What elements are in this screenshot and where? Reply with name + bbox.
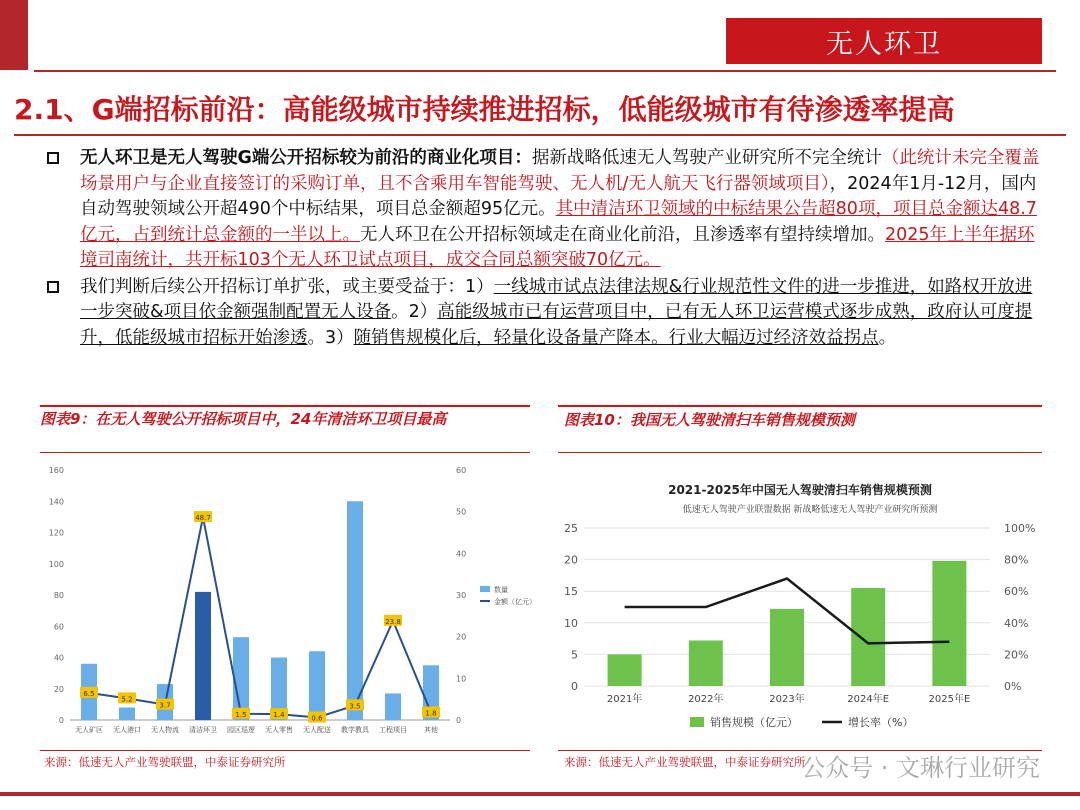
y-tick-label: 100 [48, 559, 64, 569]
data-label: 1.5 [235, 710, 247, 719]
x-tick-label: 无人矿区 [75, 726, 103, 734]
panel1-title-rule [40, 452, 530, 453]
panel2-source: 来源：低速无人产业驾驶联盟，中泰证券研究所 [564, 755, 806, 769]
top-accent-bar [0, 0, 28, 70]
bar [119, 708, 135, 721]
bar [770, 609, 804, 686]
bar [347, 501, 363, 720]
y2-tick-label: 0 [456, 716, 462, 725]
bar [195, 592, 211, 720]
chart-1 [40, 458, 536, 748]
bullet-text: 我们判断后续公开招标订单扩张，或主要受益于：1） [80, 276, 494, 297]
y-tick-label: 20 [53, 684, 64, 694]
bullet-text: 。3） [307, 327, 354, 348]
legend-label: 增长率（%） [848, 716, 914, 729]
y2-tick-label: 20 [456, 632, 467, 642]
data-label: 3.5 [349, 702, 361, 711]
y2-tick-label: 40 [456, 549, 467, 559]
x-tick-label: 无人零售 [265, 726, 293, 734]
y-tick-label: 0 [571, 680, 578, 693]
x-tick-label: 无人港口 [113, 726, 141, 734]
data-label: 0.6 [311, 714, 323, 723]
panel1-top-rule [40, 405, 530, 407]
y2-tick-label: 20% [1004, 648, 1029, 662]
y-tick-label: 25 [564, 522, 578, 535]
x-tick-label: 2023年 [769, 694, 805, 705]
x-tick-label: 无人配送 [303, 726, 331, 734]
bottom-accent-bar [0, 792, 1080, 796]
page-title: 2.1、G端招标前沿：高能级城市持续推进招标，低能级城市有待渗透率提高 [14, 93, 955, 126]
bar [385, 693, 401, 720]
y-tick-label: 160 [48, 466, 64, 475]
bullet-text: 。 [878, 327, 897, 348]
square-bullet-icon [47, 281, 59, 293]
data-label: 23.8 [385, 617, 401, 626]
x-tick-label: 2021年 [606, 694, 643, 705]
x-tick-label: 2024年E [847, 694, 890, 705]
data-label: 6.5 [83, 689, 95, 698]
y2-tick-label: 50 [456, 507, 467, 517]
y2-tick-label: 30 [456, 591, 467, 600]
watermark: 公众号 · 文琳行业研究 [801, 754, 1040, 782]
x-tick-label: 教学教具 [341, 726, 369, 734]
y2-tick-label: 60% [1004, 585, 1029, 599]
x-tick-label: 园区巡逻 [227, 726, 255, 734]
bullet-list [40, 146, 1040, 352]
bar [851, 588, 885, 686]
chart-subtitle: 低速无人驾驶产业联盟数据 新战略低速无人驾驶产业研究所预测 [682, 505, 938, 515]
panel2-title-rule [558, 452, 1042, 453]
bullet-underlined: 高能级城市已有运营项目中，已有无人环卫运营模式逐步成熟，政府认可度提升，低能级城市招标开始渗透 [80, 302, 1033, 348]
data-label: 1.4 [273, 711, 285, 720]
y-tick-label: 10 [564, 616, 578, 630]
y-tick-label: 5 [571, 648, 578, 662]
x-tick-label: 清洁环卫 [189, 726, 217, 734]
bullet-red-text: （此统计未完全覆盖场景用户与企业直接签订的采购订单，且不含乘用车智能驾驶、无人机/无人航天飞行器领域项目） [80, 148, 1040, 194]
x-tick-label: 其他 [424, 726, 438, 734]
panel1-title: 图表9：在无人驾驶公开招标项目中，24年清洁环卫项目最高 [40, 410, 447, 428]
bullet-text: 。2） [391, 302, 438, 322]
bar [608, 654, 642, 686]
square-bullet-icon [47, 152, 59, 164]
legend-swatch-bars [690, 717, 704, 727]
y2-tick-label: 100% [1004, 522, 1036, 535]
header-rule [34, 70, 1056, 72]
y2-tick-label: 40% [1004, 616, 1029, 630]
bullet-item-1 [40, 146, 1040, 274]
x-tick-label: 工程项目 [379, 726, 407, 734]
data-label: 1.8 [425, 709, 437, 718]
x-tick-label: 2022年 [688, 694, 724, 705]
y-tick-label: 20 [564, 553, 578, 567]
chart-2 [560, 458, 1040, 748]
bullet-underlined: 一线城市试点法律法规&行业规范性文件的进一步推进，如路权开放进一步突破&项目依金额强制配置无人设备 [80, 276, 1033, 322]
data-label: 5.2 [121, 695, 133, 704]
bullet-text: 据新战略低速无人驾驶产业研究所不完全统计 [531, 148, 882, 168]
bar [689, 640, 723, 686]
y2-tick-label: 60 [456, 466, 467, 475]
y-tick-label: 140 [48, 497, 64, 507]
y-tick-label: 80 [53, 591, 64, 600]
panel2-title: 图表10：我国无人驾驶清扫车销售规模预测 [564, 411, 855, 429]
x-tick-label: 无人物流 [151, 726, 179, 734]
y-tick-label: 60 [53, 622, 64, 632]
panel2-top-rule [558, 405, 1042, 407]
title-rule [14, 134, 1066, 136]
legend-label: 数量 [494, 586, 508, 594]
chart-title: 2021-2025年中国无人驾驶清扫车销售规模预测 [668, 483, 932, 497]
panel1-bottom-rule [40, 750, 530, 751]
y2-tick-label: 0% [1004, 680, 1022, 693]
bar [932, 561, 966, 686]
data-label: 3.7 [159, 701, 171, 710]
y-tick-label: 15 [564, 585, 578, 599]
legend-swatch-bars [480, 586, 490, 592]
bullet-red-highlight: 其中清洁环卫领域的中标结果公告超80项，项目总金额达48.7亿元，占到统计总金额的一半以上。 [80, 199, 1037, 245]
bullet-lead: 无人环卫是无人驾驶G端公开招标较为前沿的商业化项目： [80, 148, 532, 168]
panel1-source: 来源：低速无人产业驾驶联盟，中泰证券研究所 [44, 755, 286, 769]
y-tick-label: 40 [53, 653, 64, 663]
data-label: 48.7 [195, 514, 211, 523]
bullet-text: 无人环卫在公开招标领域走在商业化前沿，且渗透率有望持续增加。 [360, 224, 885, 245]
y2-tick-label: 10 [456, 674, 467, 684]
bullet-text: ，2024年1月-12月，国内自动驾驶领域公开超490个中标结果，项目总金额超95亿元。 [80, 173, 1037, 219]
bullet-item-2 [40, 275, 1040, 352]
y-tick-label: 120 [48, 528, 64, 538]
bar [309, 651, 325, 720]
y-tick-label: 0 [58, 716, 64, 725]
bullet-underlined: 随销售规模化后，轻量化设备量产降本。行业大幅迈过经济效益拐点 [353, 327, 879, 348]
section-tag: 无人环卫 [726, 18, 1042, 64]
bar [233, 637, 249, 720]
bullet-red-highlight: 2025年上半年据环境司南统计，共开标103个无人环卫试点项目，成交合同总额突破70亿元。 [80, 224, 1035, 270]
legend-label: 销售规模（亿元） [710, 716, 798, 729]
y2-tick-label: 80% [1004, 553, 1029, 567]
legend-label: 金额（亿元） [494, 598, 536, 606]
x-tick-label: 2025年E [928, 694, 971, 705]
